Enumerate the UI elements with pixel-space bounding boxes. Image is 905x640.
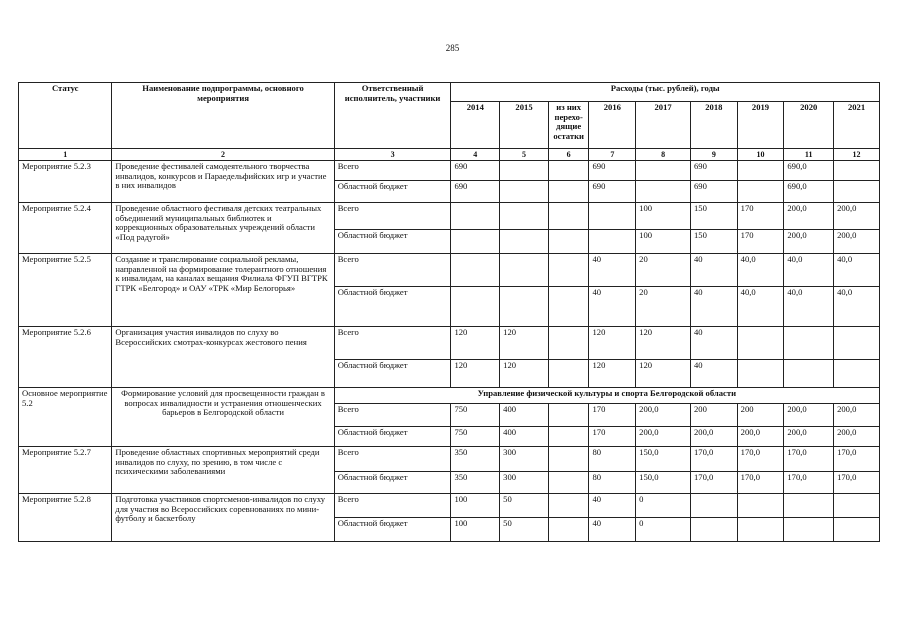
cell-value: 120	[589, 360, 636, 388]
cell-value	[548, 427, 589, 447]
cell-value: 300	[500, 447, 549, 472]
column-number: 11	[784, 149, 834, 161]
column-number: 7	[589, 149, 636, 161]
page-number: 285	[445, 43, 460, 53]
row-responsible: Всего	[334, 447, 451, 472]
cell-value: 40	[690, 287, 737, 327]
cell-value: 750	[451, 404, 500, 427]
cell-value: 40	[690, 327, 737, 360]
cell-value: 100	[636, 203, 691, 230]
cell-value	[548, 203, 589, 230]
cell-value: 120	[500, 327, 549, 360]
row-name: Проведение областного фестиваля детских театральных объединений муниципальных библиотек и коррекционных образовательных учреждений области «Под радугой»	[112, 203, 334, 254]
row-responsible: Областной бюджет	[334, 518, 451, 542]
header-year: из них перехо-дящие остатки	[548, 102, 589, 149]
cell-value	[548, 518, 589, 542]
cell-value: 40	[690, 254, 737, 287]
cell-value	[451, 254, 500, 287]
cell-value: 40,0	[737, 287, 784, 327]
cell-value: 40,0	[737, 254, 784, 287]
cell-value: 170	[589, 404, 636, 427]
row-name: Проведение фестивалей самодеятельного творчества инвалидов, конкурсов и Параедельфийских игр и участие в них инвалидов	[112, 161, 334, 203]
table-row	[19, 388, 880, 404]
row-responsible: Всего	[334, 494, 451, 518]
cell-value	[636, 161, 691, 181]
cell-value	[737, 360, 784, 388]
table-row	[19, 327, 880, 360]
cell-value: 200,0	[784, 203, 834, 230]
row-agency: Управление физической культуры и спорта Белгородской области	[334, 388, 879, 404]
cell-value	[548, 447, 589, 472]
cell-value: 40,0	[784, 254, 834, 287]
table-row	[19, 203, 880, 230]
cell-value: 120	[636, 360, 691, 388]
cell-value: 170,0	[737, 447, 784, 472]
cell-value: 0	[636, 518, 691, 542]
cell-value	[548, 360, 589, 388]
cell-value	[737, 518, 784, 542]
header-year: 2020	[784, 102, 834, 149]
cell-value: 120	[500, 360, 549, 388]
header-status: Статус	[19, 83, 112, 149]
header-year: 2019	[737, 102, 784, 149]
cell-value: 200,0	[834, 230, 880, 254]
cell-value	[548, 494, 589, 518]
cell-value: 750	[451, 427, 500, 447]
cell-value: 200,0	[834, 427, 880, 447]
row-status: Мероприятие 5.2.6	[19, 327, 112, 388]
column-number: 3	[334, 149, 451, 161]
cell-value	[548, 472, 589, 494]
column-number: 4	[451, 149, 500, 161]
cell-value: 170	[737, 203, 784, 230]
cell-value	[834, 161, 880, 181]
cell-value: 120	[451, 327, 500, 360]
cell-value	[690, 494, 737, 518]
row-responsible: Областной бюджет	[334, 472, 451, 494]
row-name: Проведение областных спортивных мероприятий среди инвалидов по слуху, по зрению, в том числе с психическими заболеваниями	[112, 447, 334, 494]
cell-value: 200,0	[636, 427, 691, 447]
cell-value: 100	[451, 494, 500, 518]
row-status: Мероприятие 5.2.8	[19, 494, 112, 542]
cell-value: 690	[690, 181, 737, 203]
row-responsible: Областной бюджет	[334, 287, 451, 327]
cell-value	[500, 181, 549, 203]
cell-value: 200,0	[690, 427, 737, 447]
cell-value: 50	[500, 494, 549, 518]
cell-value: 200	[737, 404, 784, 427]
header-responsible: Ответственный исполнитель, участники	[334, 83, 451, 149]
table-row	[19, 161, 880, 181]
cell-value: 120	[451, 360, 500, 388]
header-name: Наименование подпрограммы, основного мероприятия	[112, 83, 334, 149]
cell-value: 200,0	[784, 404, 834, 427]
cell-value	[548, 254, 589, 287]
cell-value: 80	[589, 472, 636, 494]
cell-value	[451, 203, 500, 230]
cell-value: 40	[589, 287, 636, 327]
header-year: 2016	[589, 102, 636, 149]
cell-value: 40	[589, 518, 636, 542]
row-responsible: Всего	[334, 404, 451, 427]
cell-value: 170	[737, 230, 784, 254]
cell-value	[784, 518, 834, 542]
cell-value	[548, 327, 589, 360]
row-responsible: Областной бюджет	[334, 427, 451, 447]
cell-value: 690	[589, 161, 636, 181]
row-responsible: Областной бюджет	[334, 360, 451, 388]
cell-value	[548, 181, 589, 203]
cell-value: 400	[500, 404, 549, 427]
cell-value	[548, 287, 589, 327]
row-status: Мероприятие 5.2.5	[19, 254, 112, 327]
row-responsible: Всего	[334, 254, 451, 287]
cell-value	[784, 494, 834, 518]
cell-value: 200,0	[834, 404, 880, 427]
cell-value: 100	[451, 518, 500, 542]
cell-value	[834, 360, 880, 388]
cell-value	[500, 161, 549, 181]
cell-value	[500, 287, 549, 327]
cell-value: 20	[636, 254, 691, 287]
cell-value: 690,0	[784, 181, 834, 203]
row-status: Мероприятие 5.2.3	[19, 161, 112, 203]
cell-value	[834, 494, 880, 518]
cell-value: 80	[589, 447, 636, 472]
cell-value: 200,0	[636, 404, 691, 427]
cell-value: 170,0	[784, 472, 834, 494]
row-responsible: Областной бюджет	[334, 181, 451, 203]
header-expenses: Расходы (тыс. рублей), годы	[451, 83, 880, 102]
cell-value: 170,0	[737, 472, 784, 494]
cell-value: 170,0	[834, 447, 880, 472]
cell-value: 170,0	[690, 447, 737, 472]
row-status: Мероприятие 5.2.7	[19, 447, 112, 494]
cell-value: 170	[589, 427, 636, 447]
cell-value: 690,0	[784, 161, 834, 181]
cell-value	[451, 230, 500, 254]
cell-value	[737, 327, 784, 360]
row-name: Создание и транслирование социальной рекламы, направленной на формирование толерантного отношения к инвалидам, на каналах вещания Филиала ФГУП ВГТРК ГТРК «Белгород» и ОАУ «ТРК «Мир Белогорья»	[112, 254, 334, 327]
header-year: 2017	[636, 102, 691, 149]
cell-value: 400	[500, 427, 549, 447]
cell-value	[737, 181, 784, 203]
cell-value	[500, 230, 549, 254]
cell-value	[737, 494, 784, 518]
cell-value: 200,0	[737, 427, 784, 447]
cell-value: 170,0	[784, 447, 834, 472]
cell-value: 50	[500, 518, 549, 542]
header-year: 2018	[690, 102, 737, 149]
cell-value	[834, 181, 880, 203]
cell-value: 690	[451, 181, 500, 203]
cell-value	[589, 203, 636, 230]
row-status: Основное мероприятие 5.2	[19, 388, 112, 447]
table-row	[19, 447, 880, 472]
cell-value	[451, 287, 500, 327]
cell-value: 40	[690, 360, 737, 388]
row-name: Подготовка участников спортсменов-инвалидов по слуху для участия во Всероссийских соревнованиях по мини-футболу и баскетболу	[112, 494, 334, 542]
cell-value	[690, 518, 737, 542]
budget-table	[18, 82, 880, 542]
cell-value: 350	[451, 447, 500, 472]
cell-value: 150,0	[636, 447, 691, 472]
column-number: 10	[737, 149, 784, 161]
column-number: 2	[112, 149, 334, 161]
cell-value	[834, 518, 880, 542]
cell-value: 690	[690, 161, 737, 181]
column-number: 6	[548, 149, 589, 161]
cell-value: 150	[690, 203, 737, 230]
cell-value	[784, 360, 834, 388]
cell-value	[589, 230, 636, 254]
header-year: 2014	[451, 102, 500, 149]
cell-value: 170,0	[690, 472, 737, 494]
cell-value: 40,0	[834, 287, 880, 327]
cell-value	[500, 254, 549, 287]
column-number: 8	[636, 149, 691, 161]
cell-value	[548, 161, 589, 181]
cell-value: 120	[636, 327, 691, 360]
cell-value: 40,0	[834, 254, 880, 287]
cell-value: 200,0	[834, 203, 880, 230]
cell-value: 40	[589, 494, 636, 518]
row-responsible: Всего	[334, 203, 451, 230]
cell-value: 40,0	[784, 287, 834, 327]
row-status: Мероприятие 5.2.4	[19, 203, 112, 254]
cell-value	[548, 404, 589, 427]
cell-value	[500, 203, 549, 230]
table-row	[19, 494, 880, 518]
cell-value: 200,0	[784, 230, 834, 254]
cell-value: 690	[451, 161, 500, 181]
cell-value: 300	[500, 472, 549, 494]
cell-value: 120	[589, 327, 636, 360]
row-responsible: Всего	[334, 327, 451, 360]
cell-value: 350	[451, 472, 500, 494]
row-responsible: Областной бюджет	[334, 230, 451, 254]
row-name: Организация участия инвалидов по слуху во Всероссийских смотрах-конкурсах жестового пения	[112, 327, 334, 388]
cell-value	[784, 327, 834, 360]
column-number: 12	[834, 149, 880, 161]
header-year: 2015	[500, 102, 549, 149]
cell-value: 100	[636, 230, 691, 254]
cell-value	[737, 161, 784, 181]
header-year: 2021	[834, 102, 880, 149]
cell-value: 20	[636, 287, 691, 327]
cell-value	[834, 327, 880, 360]
cell-value: 200	[690, 404, 737, 427]
cell-value: 690	[589, 181, 636, 203]
cell-value: 170,0	[834, 472, 880, 494]
column-number: 9	[690, 149, 737, 161]
table-row	[19, 254, 880, 287]
column-number: 1	[19, 149, 112, 161]
cell-value: 200,0	[784, 427, 834, 447]
column-number: 5	[500, 149, 549, 161]
cell-value: 40	[589, 254, 636, 287]
cell-value: 150,0	[636, 472, 691, 494]
row-responsible: Всего	[334, 161, 451, 181]
cell-value: 0	[636, 494, 691, 518]
cell-value	[548, 230, 589, 254]
cell-value	[636, 181, 691, 203]
row-name: Формирование условий для просвещенности граждан в вопросах инвалидности и устранения отношенческих барьеров в Белгородской области	[112, 388, 334, 447]
cell-value: 150	[690, 230, 737, 254]
